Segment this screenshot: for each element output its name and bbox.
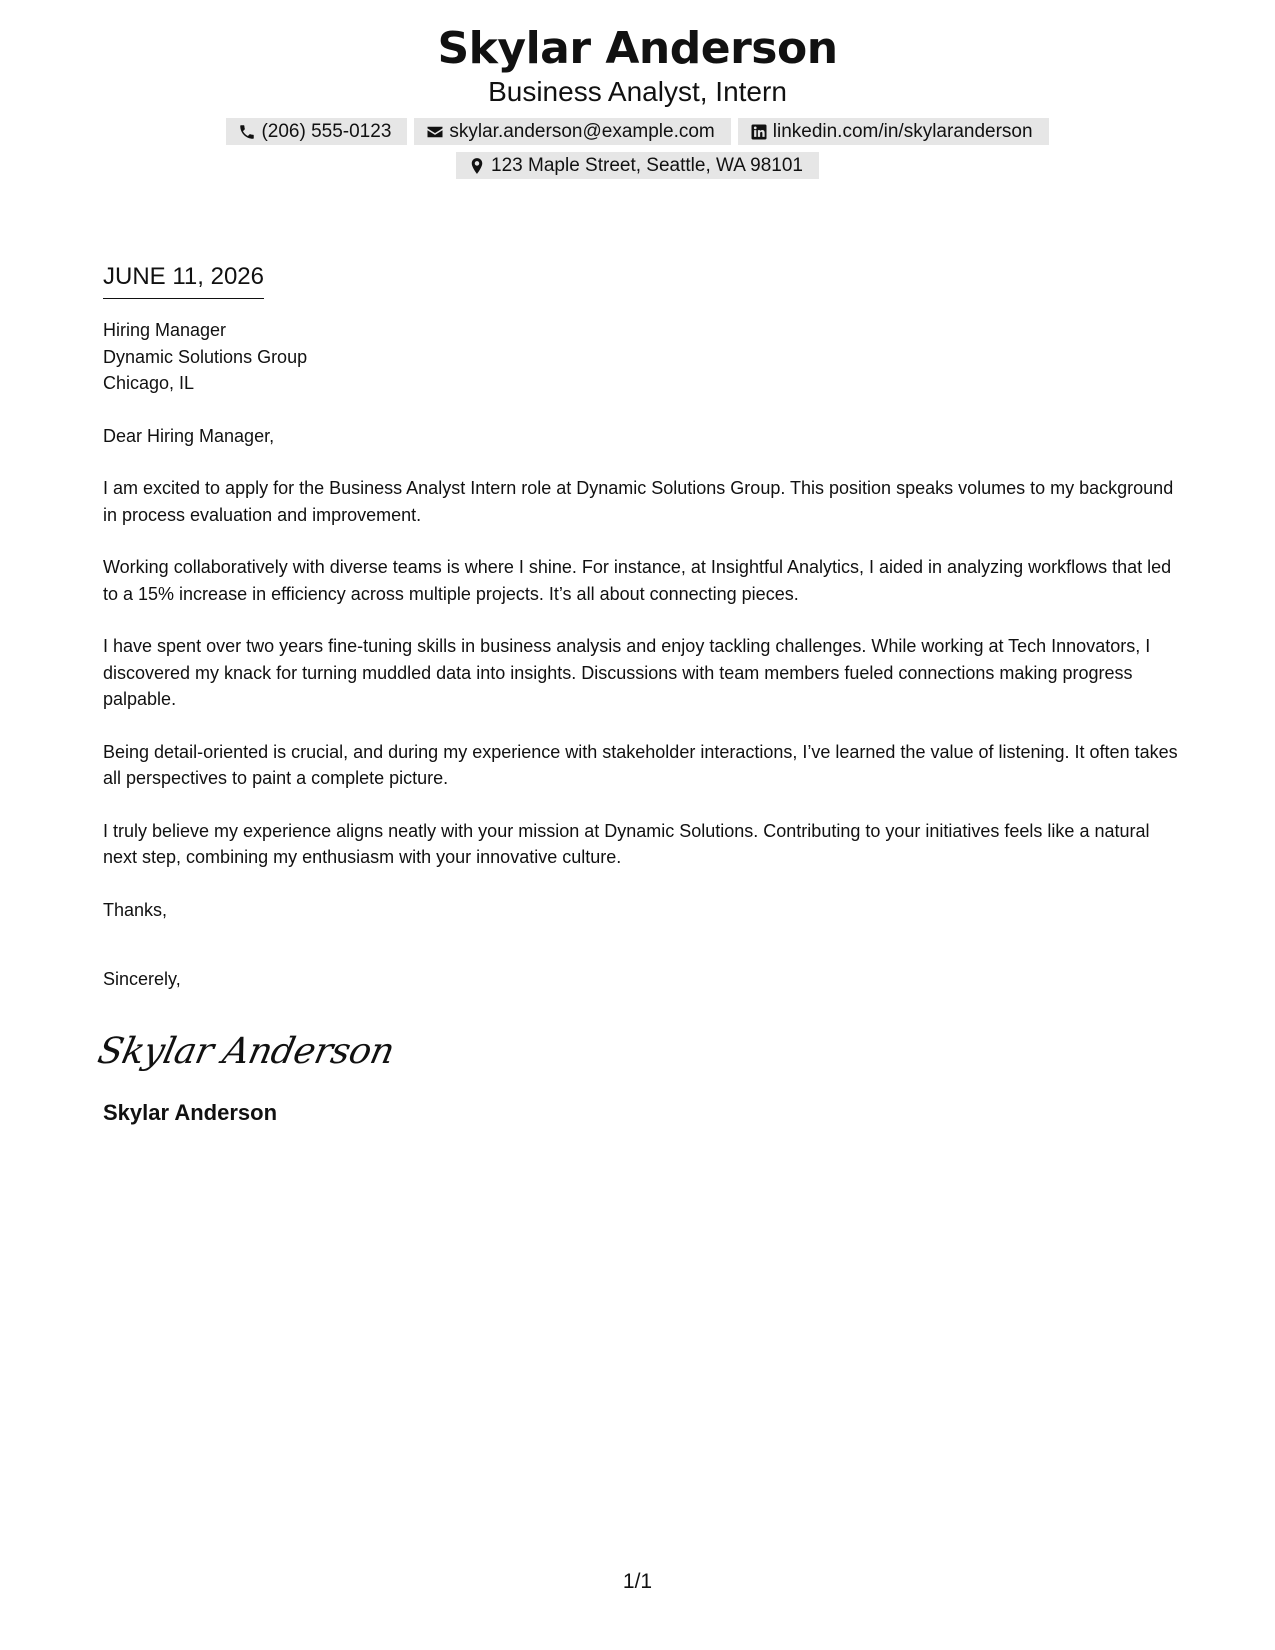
contact-row xyxy=(0,118,1275,145)
phone-icon xyxy=(238,123,256,141)
phone-text: (206) 555-0123 xyxy=(261,121,392,142)
linkedin-icon xyxy=(750,123,768,141)
linkedin-text: linkedin.com/in/skylaranderson xyxy=(772,121,1033,142)
email-contact[interactable] xyxy=(414,118,730,145)
page-number: 1/1 xyxy=(622,1570,653,1593)
map-pin-icon xyxy=(468,157,486,175)
applicant-name: Skylar Anderson xyxy=(437,23,838,74)
body-paragraph: I have spent over two years fine-tuning skills in business analysis and enjoy tackling challenges. While working at Tech Innovators, I discovered my knack for turning muddled data into insights. Discussions with team members fueled connections making progress palpable. xyxy=(103,636,1151,709)
recipient-location: Chicago, IL xyxy=(103,373,195,393)
greeting: Dear Hiring Manager, xyxy=(103,425,275,446)
body-paragraph: Being detail-oriented is crucial, and during my experience with stakeholder interactions, I’ve learned the value of listening. It often takes all perspectives to paint a complete picture. xyxy=(103,741,1178,788)
signature-text: Skylar Anderson xyxy=(94,1028,399,1072)
body-paragraph: Working collaboratively with diverse teams is where I shine. For instance, at Insightful Analytics, I aided in analyzing workflows that led to a 15% increase in efficiency across multiple projects. It’s all about connecting pieces. xyxy=(103,557,1172,604)
letter-date: JUNE 11, 2026 xyxy=(103,262,264,299)
address-contact xyxy=(456,152,819,179)
envelope-icon xyxy=(426,123,444,141)
handwritten-signature xyxy=(94,1021,1178,1077)
letter-header xyxy=(0,22,1275,179)
body-paragraph: I truly believe my experience aligns neatly with your mission at Dynamic Solutions. Contributing to your initiatives feels like a natural next step, combining my enthusiasm with your innovative culture. xyxy=(103,820,1150,867)
recipient-title: Hiring Manager xyxy=(103,320,227,340)
body-paragraph: I am excited to apply for the Business Analyst Intern role at Dynamic Solutions Group. This position speaks volumes to my background in process evaluation and improvement. xyxy=(103,478,1174,525)
applicant-title: Business Analyst, Intern xyxy=(488,76,787,107)
closing: Thanks, xyxy=(103,899,168,920)
recipient-company: Dynamic Solutions Group xyxy=(103,346,308,367)
linkedin-contact[interactable] xyxy=(738,118,1049,145)
letter-body xyxy=(94,262,1178,1127)
signed-name: Skylar Anderson xyxy=(103,1099,278,1125)
email-text: skylar.anderson@example.com xyxy=(449,121,715,142)
address-text: 123 Maple Street, Seattle, WA 98101 xyxy=(491,155,803,176)
recipient-block xyxy=(103,317,1178,397)
address-row xyxy=(0,152,1275,179)
signoff: Sincerely, xyxy=(103,969,181,989)
phone-contact[interactable] xyxy=(226,118,407,145)
